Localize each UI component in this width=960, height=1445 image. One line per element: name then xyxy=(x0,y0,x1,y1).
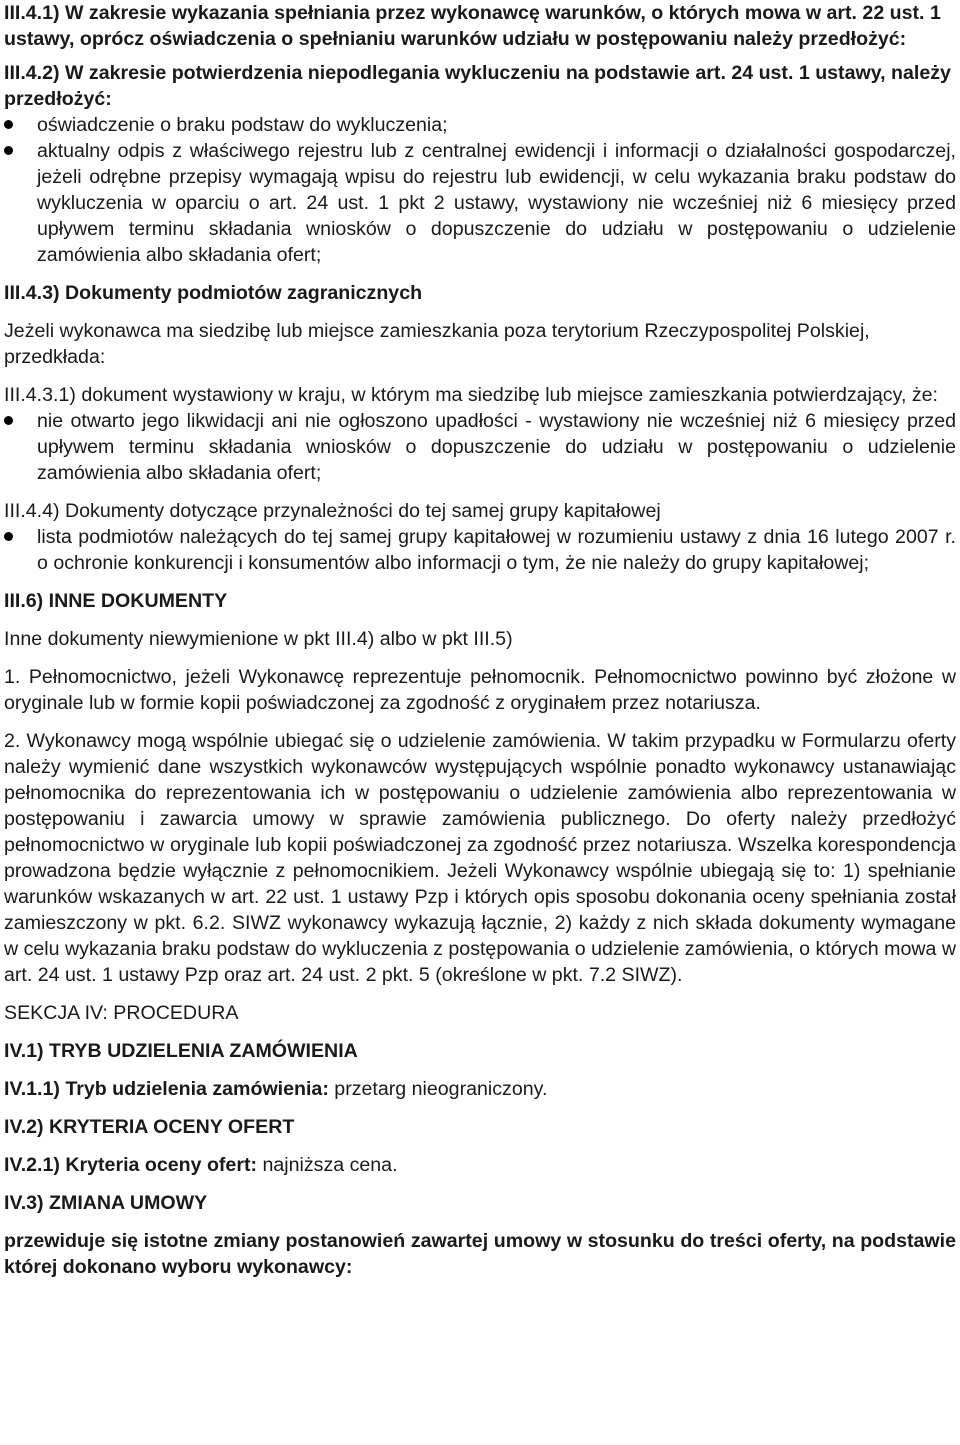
section-iii-6-heading: III.6) INNE DOKUMENTY xyxy=(4,590,228,612)
section-iv-2-1 xyxy=(4,1152,956,1178)
section-iv-2-heading: IV.2) KRYTERIA OCENY OFERT xyxy=(4,1116,295,1138)
section-iii-4-3-1: III.4.3.1) dokument wystawiony w kraju, w którym ma siedzibę lub miejsce zamieszkania potwierdzający, że: xyxy=(4,384,938,406)
section-iv-2-1-label: IV.2.1) Kryteria oceny ofert: xyxy=(4,1154,258,1176)
bullet-icon xyxy=(4,416,13,425)
section-iii-4-4-list xyxy=(4,524,956,576)
list-item: nie otwarto jego likwidacji ani nie ogłoszono upadłości - wystawiony nie wcześniej niż 6 miesięcy przed upływem terminu składania wniosków o dopuszczenie do udziału w postępowaniu o udzielenie zamówienia albo składania ofert; xyxy=(4,408,956,486)
section-iv-2-1-value: najniższa cena. xyxy=(257,1154,398,1176)
list-item: aktualny odpis z właściwego rejestru lub z centralnej ewidencji i informacji o działalności gospodarczej, jeżeli odrębne przepisy wymagają wpisu do rejestru lub ewidencji, w celu wykazania braku podstaw do wykluczenia w oparciu o art. 24 ust. 1 pkt 2 ustawy, wystawiony nie wcześniej niż 6 miesięcy przed upływem terminu składania wniosków o dopuszczenie do udziału w postępowaniu o udzielenie zamówienia albo składania ofert; xyxy=(4,138,956,268)
section-iv-1-1 xyxy=(4,1076,956,1102)
list-item: oświadczenie o braku podstaw do wykluczenia; xyxy=(4,112,956,138)
section-iv-3-text: przewiduje się istotne zmiany postanowień zawartej umowy w stosunku do treści oferty, na podstawie której dokonano wyboru wykonawcy: xyxy=(4,1230,956,1278)
section-iv-1-1-label: IV.1.1) Tryb udzielenia zamówienia: xyxy=(4,1078,329,1100)
section-iv-1-heading: IV.1) TRYB UDZIELENIA ZAMÓWIENIA xyxy=(4,1040,358,1062)
section-iii-4-3-list xyxy=(4,408,956,486)
section-iii-4-4-heading: III.4.4) Dokumenty dotyczące przynależności do tej samej grupy kapitałowej xyxy=(4,500,661,522)
bullet-icon xyxy=(4,146,13,155)
bullet-icon xyxy=(4,532,13,541)
section-iii-4-2: III.4.2) W zakresie potwierdzenia niepodlegania wykluczeniu na podstawie art. 24 ust. 1 ustawy, należy przedłożyć: xyxy=(4,62,951,110)
section-iii-4-3-heading: III.4.3) Dokumenty podmiotów zagranicznych xyxy=(4,282,423,304)
section-iii-6-intro: Inne dokumenty niewymienione w pkt III.4) albo w pkt III.5) xyxy=(4,628,513,650)
list-item: lista podmiotów należących do tej samej grupy kapitałowej w rozumieniu ustawy z dnia 16 lutego 2007 r. o ochronie konkurencji i konsumentów albo informacji o tym, że nie należy do grupy kapitałowej; xyxy=(4,524,956,576)
section-iv-3-heading: IV.3) ZMIANA UMOWY xyxy=(4,1192,208,1214)
section-iv-heading: SEKCJA IV: PROCEDURA xyxy=(4,1002,239,1024)
section-iii-6-paragraph-2: 2. Wykonawcy mogą wspólnie ubiegać się o udzielenie zamówienia. W takim przypadku w Formularzu oferty należy wymienić dane wszystkich wykonawców występujących wspólnie ponadto wykonawcy ustanawiając pełnomocnika do reprezentowania ich w postępowaniu o udzielenie zamówienia albo reprezentowania w postępowaniu i zawarcia umowy w sprawie zamówienia publicznego. Do oferty należy przedłożyć pełnomocnictwo w oryginale lub kopii poświadczonej za zgodność przez notariusza. Wszelka korespondencja prowadzona będzie wyłącznie z pełnomocnikiem. Jeżeli Wykonawcy wspólnie ubiegają się to: 1) spełnianie warunków wskazanych w art. 22 ust. 1 ustawy Pzp i których opis sposobu dokonania oceny spełniania został zamieszczony w pkt. 6.2. SIWZ wykonawcy wykazują łącznie, 2) każdy z nich składa dokumenty wymagane w celu wykazania braku podstaw do wykluczenia z postępowania o udzielenie zamówienia, o których mowa w art. 24 ust. 1 ustawy Pzp oraz art. 24 ust. 2 pkt. 5 (określone w pkt. 7.2 SIWZ). xyxy=(4,730,956,986)
section-iv-1-1-value: przetarg nieograniczony. xyxy=(328,1078,548,1100)
section-iii-4-2-list xyxy=(4,112,956,268)
section-iii-6-paragraph-1: 1. Pełnomocnictwo, jeżeli Wykonawcę reprezentuje pełnomocnik. Pełnomocnictwo powinno być złożone w oryginale lub w formie kopii poświadczonej za zgodność z oryginałem przez notariusza. xyxy=(4,666,956,714)
bullet-icon xyxy=(4,120,13,129)
section-iii-4-3-intro: Jeżeli wykonawca ma siedzibę lub miejsce zamieszkania poza terytorium Rzeczypospolitej Polskiej, przedkłada: xyxy=(4,320,870,368)
section-iii-4-1: III.4.1) W zakresie wykazania spełniania przez wykonawcę warunków, o których mowa w art. 22 ust. 1 ustawy, oprócz oświadczenia o spełnianiu warunków udziału w postępowaniu należy przedłożyć: xyxy=(4,2,941,50)
